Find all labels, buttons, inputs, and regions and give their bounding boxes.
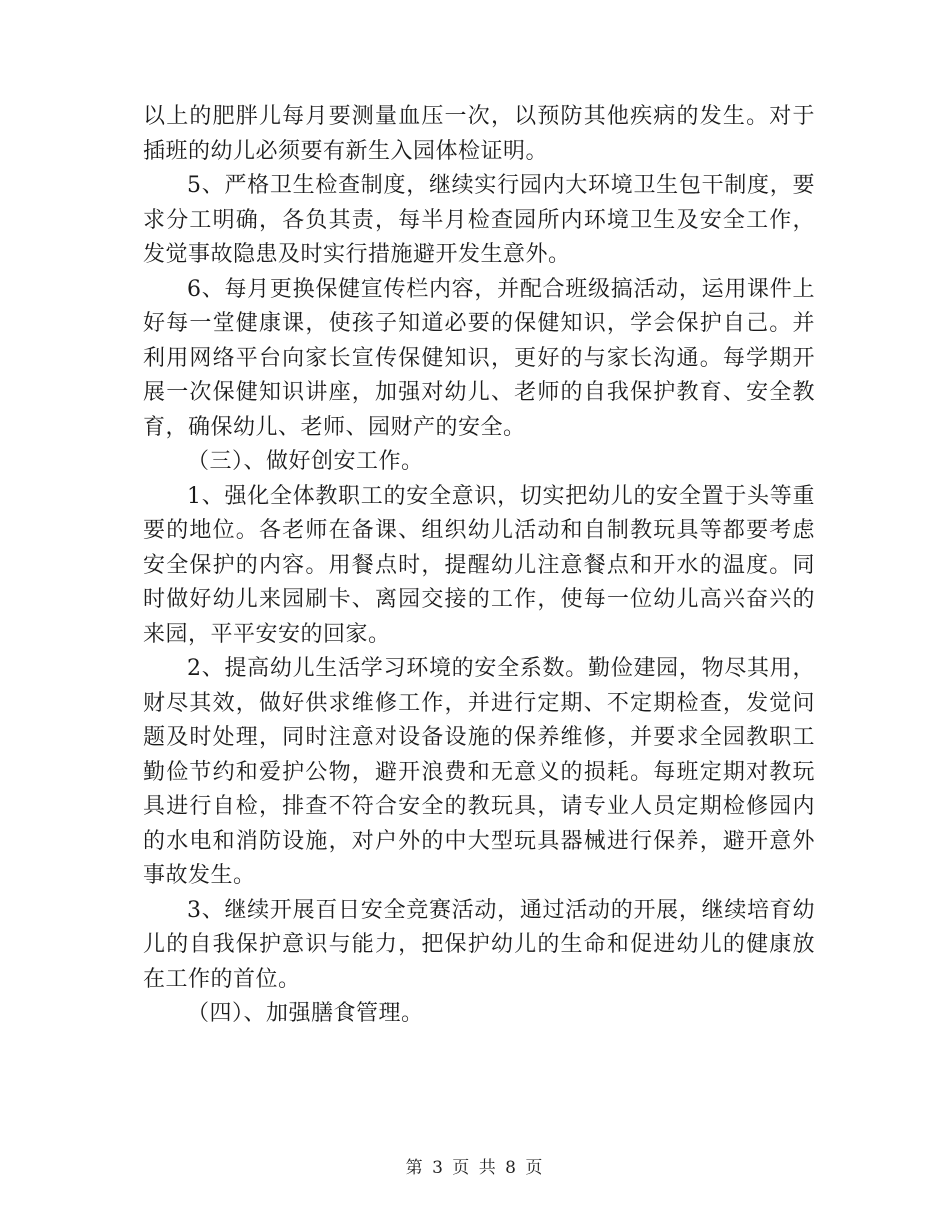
paragraph-item-5: 5、严格卫生检查制度，继续实行园内大环境卫生包干制度，要求分工明确，各负其责，每半月检查园所内环境卫生及安全工作，发觉事故隐患及时实行措施避开发生意外。 bbox=[143, 173, 815, 267]
paragraph-item-3: 3、继续开展百日安全竞赛活动，通过活动的开展，继续培育幼儿的自我保护意识与能力，把保护幼儿的生命和促进幼儿的健康放在工作的首位。 bbox=[143, 897, 815, 992]
paragraph-item-2: 2、提高幼儿生活学习环境的安全系数。勤俭建园，物尽其用，财尽其效，做好供求维修工作，并进行定期、不定期检查，发觉问题及时处理，同时注意对设备设施的保养维修，并要求全园教职工勤俭节约和爱护公物，避开浪费和无意义的损耗。每班定期对教玩具进行自检，排查不符合安全的教玩具，请专业人员定期检修园内的水电和消防设施，对户外的中大型玩具器械进行保养，避开意外事故发生。 bbox=[143, 656, 815, 888]
section-heading-3: （三）、做好创安工作。 bbox=[187, 449, 424, 474]
paragraph-continuation: 以上的肥胖儿每月要测量血压一次，以预防其他疾病的发生。对于插班的幼儿必须要有新生入园体检证明。 bbox=[143, 104, 815, 164]
paragraph-item-6: 6、每月更换保健宣传栏内容，并配合班级搞活动，运用课件上好每一堂健康课，使孩子知道必要的保健知识，学会保护自己。并利用网络平台向家长宣传保健知识，更好的与家长沟通。每学期开展一次保健知识讲座，加强对幼儿、老师的自我保护教育、安全教育，确保幼儿、老师、园财产的安全。 bbox=[143, 276, 815, 440]
page-number-footer: 第 3 页 共 8 页 bbox=[405, 1158, 545, 1178]
document-body bbox=[143, 100, 815, 1032]
paragraph-item-1: 1、强化全体教职工的安全意识，切实把幼儿的安全置于头等重要的地位。各老师在备课、组织幼儿活动和自制教玩具等都要考虑安全保护的内容。用餐点时，提醒幼儿注意餐点和开水的温度。同时做好幼儿来园刷卡、离园交接的工作，使每一位幼儿高兴奋兴的来园，平平安安的回家。 bbox=[143, 483, 815, 647]
section-heading-4: （四）、加强膳食管理。 bbox=[187, 1001, 424, 1026]
